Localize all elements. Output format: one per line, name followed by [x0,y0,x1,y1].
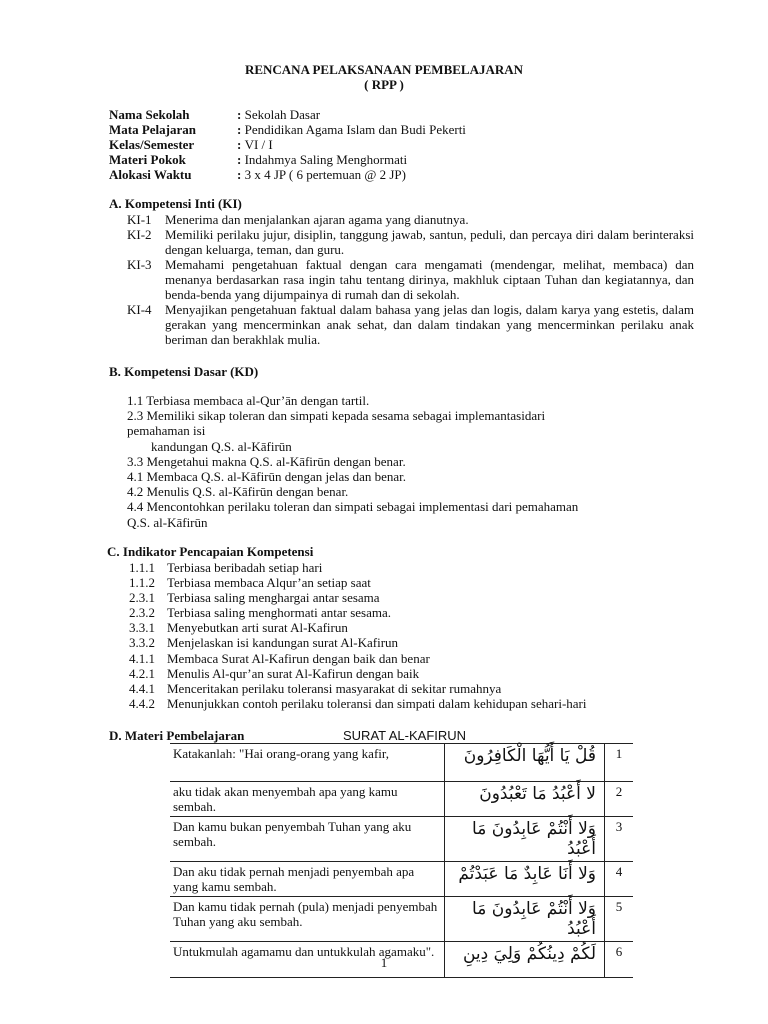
identity-block [109,107,466,182]
identity-row: Mata Pelajaran : Pendidikan Agama Islam dan Budi Pekerti [109,122,466,137]
kd-line: 4.1 Membaca Q.S. al-Kāfirūn dengan jelas dan benar. [127,469,407,485]
indicator-text: Menyebutkan arti surat Al-Kafirun [167,620,348,636]
ki-code: KI-1 [127,212,152,227]
ki-item [127,212,694,227]
ki-list [127,212,694,347]
ayat-arabic: وَلا أَنْتُمْ عَابِدُونَ مَا أَعْبُدُ [445,897,605,942]
ki-text: Menyajikan pengetahuan faktual dalam bahasa yang jelas dan logis, dalam karya yang estetis, dalam gerakan yang mencerminkan anak sehat, dan dalam tindakan yang mencerminkan perilaku anak beriman dan berakhlak mulia. [165,302,694,347]
document-subtitle: ( RPP ) [364,77,404,92]
indicator-item [129,651,587,666]
kd-line: pemahaman isi [127,423,206,439]
indicator-list [129,560,587,711]
kd-line: 4.2 Menulis Q.S. al-Kāfirūn dengan benar. [127,484,349,500]
indicator-text: Terbiasa saling menghormati antar sesama. [167,605,391,621]
ayat-number: 1 [605,744,634,782]
identity-value: Pendidikan Agama Islam dan Budi Pekerti [244,122,466,137]
indicator-item [129,605,587,620]
indicator-text: Terbiasa membaca Alqur’an setiap saat [167,575,371,591]
ayat-translation: Dan aku tidak pernah menjadi penyembah apa yang kamu sembah. [170,862,445,897]
indicator-code: 4.2.1 [129,665,155,681]
kd-line: 1.1 Terbiasa membaca al-Qur’ān dengan tartil. [127,393,370,408]
ayat-number: 4 [605,862,634,897]
ayat-arabic: لَكُمْ دِينُكُمْ وَلِيَ دِينِ [445,942,605,978]
ayat-translation: Dan kamu tidak pernah (pula) menjadi penyembah Tuhan yang aku sembah. [170,897,445,942]
ayat-arabic: وَلا أَنْتُمْ عَابِدُونَ مَا أَعْبُدُ [445,817,605,862]
kd-line: 2.3 Memiliki sikap toleran dan simpati kepada sesama sebagai implemantasidari [127,408,546,424]
ayat-number: 6 [605,942,634,978]
indicator-code: 1.1.2 [129,575,155,591]
identity-label: Nama Sekolah [109,107,190,122]
indicator-code: 1.1.1 [129,560,155,575]
indicator-text: Membaca Surat Al-Kafirun dengan baik dan benar [167,650,430,666]
page-number: 1 [380,955,388,970]
identity-value: Indahmya Saling Menghormati [244,152,408,167]
indicator-item [129,635,587,650]
ki-text: Menerima dan menjalankan ajaran agama yang dianutnya. [165,212,469,227]
ayat-translation: Katakanlah: "Hai orang-orang yang kafir, [170,744,445,782]
identity-value: VI / I [244,137,273,152]
section-b-heading: B. Kompetensi Dasar (KD) [109,364,259,379]
ayat-row [170,782,633,817]
indicator-code: 2.3.1 [129,590,155,606]
indicator-text: Terbiasa saling menghargai antar sesama [167,590,380,606]
indicator-code: 2.3.2 [129,605,155,621]
ki-item [127,257,694,302]
indicator-text: Menulis Al-qur’an surat Al-Kafirun dengan baik [167,665,420,681]
ki-text: Memiliki perilaku jujur, disiplin, tanggung jawab, santun, peduli, dan percaya diri dalam berinteraksi dengan keluarga, teman, dan guru. [165,227,694,257]
identity-value: 3 x 4 JP ( 6 pertemuan @ 2 JP) [244,167,406,182]
surah-title: SURAT AL-KAFIRUN [343,728,467,743]
ayat-arabic: وَلا أَنَا عَابِدٌ مَا عَبَدْتُمْ [445,862,605,897]
kd-line: kandungan Q.S. al-Kāfirūn [151,438,292,454]
identity-value: Sekolah Dasar [244,107,321,122]
indicator-code: 4.4.2 [129,695,155,711]
ayat-number: 2 [605,782,634,817]
ayat-row [170,862,633,897]
ayat-table [170,743,633,978]
indicator-item [129,560,587,575]
indicator-text: Menunjukkan contoh perilaku toleransi dan simpati dalam kehidupan sehari-hari [167,695,587,711]
ayat-number: 5 [605,897,634,942]
indicator-item [129,590,587,605]
ayat-arabic: قُلْ يَا أَيُّهَا الْكَافِرُونَ [445,744,605,782]
identity-row: Nama Sekolah : Sekolah Dasar [109,107,321,122]
indicator-item [129,575,587,590]
ki-item [127,227,694,257]
indicator-item [129,681,587,696]
identity-label: Materi Pokok [109,152,186,167]
ayat-row [170,897,633,942]
indicator-text: Menjelaskan isi kandungan surat Al-Kafirun [167,635,399,651]
indicator-text: Menceritakan perilaku toleransi masyarakat di sekitar rumahnya [167,680,502,696]
ayat-arabic: لا أَعْبُدُ مَا تَعْبُدُونَ [445,782,605,817]
ayat-translation: Untukmulah agamamu dan untukkulah agamaku". [170,942,445,978]
section-d-heading: D. Materi Pembelajaran [109,728,245,743]
indicator-code: 3.3.1 [129,620,155,636]
ayat-number: 3 [605,817,634,862]
kd-list [127,393,702,530]
ki-code: KI-3 [127,257,152,272]
ayat-row [170,817,633,862]
document-title: RENCANA PELAKSANAAN PEMBELAJARAN [244,62,524,77]
indicator-text: Terbiasa beribadah setiap hari [167,560,323,575]
ki-text: Memahami pengetahuan faktual dengan cara mengamati (mendengar, melihat, membaca) dan menanya berdasarkan rasa ingin tahu tentang dirinya, makhluk ciptaan Tuhan dan kegiatannya, dan benda-benda yang dijumpainya di rumah dan di sekolah. [165,257,694,302]
identity-label: Alokasi Waktu [109,167,192,182]
indicator-code: 4.1.1 [129,650,155,666]
indicator-code: 4.4.1 [129,680,155,696]
indicator-item [129,696,587,711]
section-c-heading: C. Indikator Pencapaian Kompetensi [107,544,314,559]
section-a-heading: A. Kompetensi Inti (KI) [109,196,242,211]
ki-item [127,302,694,347]
identity-label: Mata Pelajaran [109,122,197,137]
kd-line: Q.S. al-Kāfirūn [127,514,208,530]
ayat-translation: aku tidak akan menyembah apa yang kamu sembah. [170,782,445,817]
indicator-item [129,620,587,635]
ayat-row [170,744,633,782]
indicator-item [129,666,587,681]
identity-row: Alokasi Waktu : 3 x 4 JP ( 6 pertemuan @ 2 JP) [109,167,406,182]
kd-line: 3.3 Mengetahui makna Q.S. al-Kāfirūn dengan benar. [127,453,406,469]
ki-code: KI-2 [127,227,152,242]
indicator-code: 3.3.2 [129,635,155,651]
kd-line: 4.4 Mencontohkan perilaku toleran dan simpati sebagai implementasi dari pemahaman [127,499,579,515]
ayat-translation: Dan kamu bukan penyembah Tuhan yang aku sembah. [170,817,445,862]
identity-row: Kelas/Semester : VI / I [109,137,273,152]
identity-label: Kelas/Semester [109,137,195,152]
identity-row: Materi Pokok : Indahmya Saling Menghormati [109,152,408,167]
ki-code: KI-4 [127,302,152,317]
